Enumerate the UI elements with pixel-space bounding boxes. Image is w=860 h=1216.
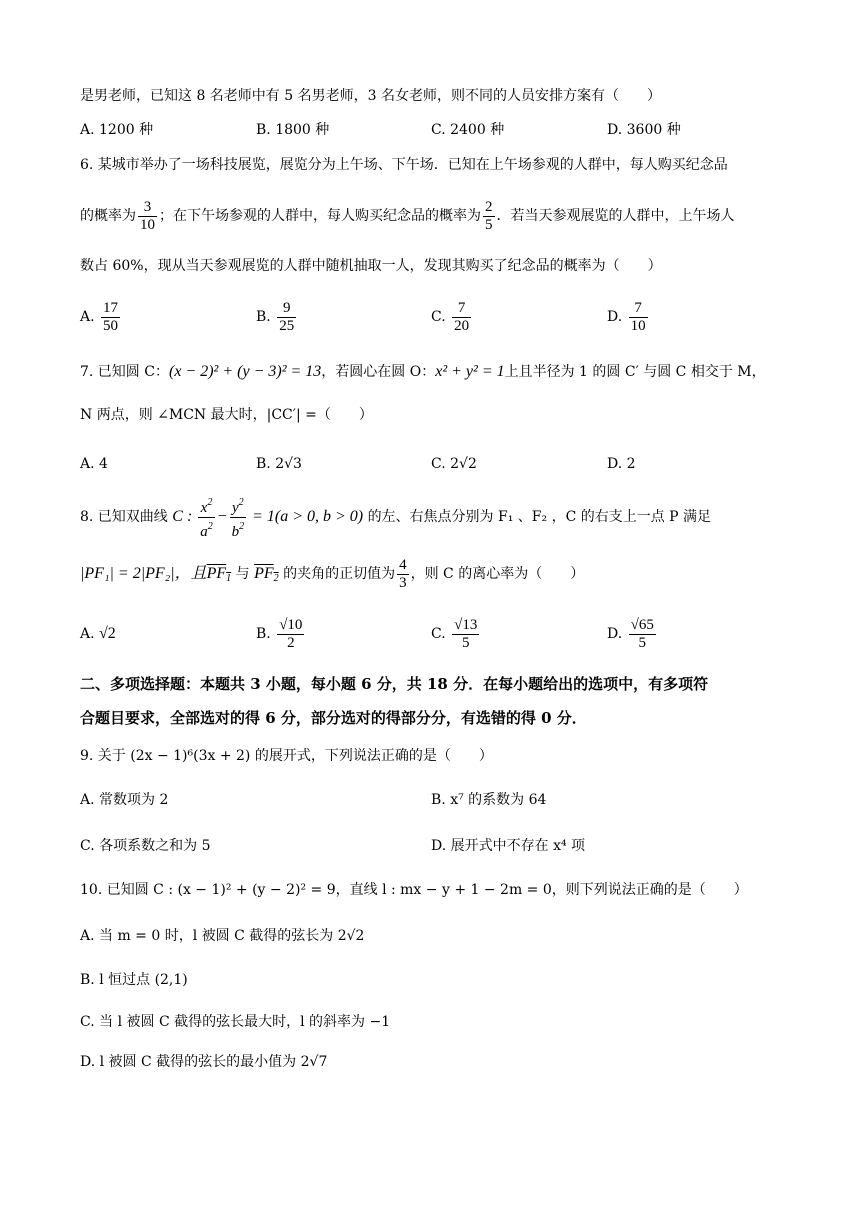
q9-option-b: B. x⁷ 的系数为 64 <box>431 792 547 808</box>
q6-line2-a: 的概率为 <box>80 208 136 224</box>
q10-option-d: D. l 被圆 C 截得的弦长的最小值为 2√7 <box>80 1054 328 1070</box>
q8-stem-line2: |PF₁| = 2|PF₂|，且$PF_1$ 与 $PF_2$ 的夹角的正切值为 $\frac{4}{3}$ ，则 C 的离心率为（ ） <box>80 556 585 591</box>
q8-hyperbola-eq: C : $\frac{x^2}{a^2}$ − $\frac{y^2}{b^2}$ = 1(a > 0, b > 0) <box>172 497 364 540</box>
q8-stem-line1: 8. 已知双曲线 C : $\frac{x^2}{a^2}$ − $\frac{y^2}{b^2}$ = 1(a > 0, b > 0) 的左、右焦点分别为 F₁ 、F₂ ，C 的右支上一点 P 满足 <box>80 497 712 540</box>
q10-option-b: B. l 恒过点 (2,1) <box>80 972 188 988</box>
q8-option-b: B. $\frac{√10}{2}$ <box>256 616 303 651</box>
q8-tan-value: $\frac{4}{3}$ <box>399 556 407 591</box>
q7-option-c: C. 2√2 <box>431 456 477 472</box>
q7-circle-c-eq: (x − 2)² + (y − 3)² = 13 <box>168 363 322 380</box>
q7-circle-o-eq: x² + y² = 1 <box>435 363 505 380</box>
q5-stem-tail: 是男老师，已知这 8 名老师中有 5 名男老师，3 名女老师，则不同的人员安排方案有（ ） <box>80 88 661 104</box>
q6-prob-morning: $\frac{3}{10}$ <box>140 198 155 233</box>
q7-option-d: D. 2 <box>607 456 636 472</box>
q7-stem-line2: N 两点，则 ∠MCN 最大时，|CC′| =（ ） <box>80 407 373 423</box>
q5-option-a: A. 1200 种 <box>80 122 154 138</box>
q5-option-d: D. 3600 种 <box>607 122 681 138</box>
q6-option-c: C. $\frac{7}{20}$ <box>431 299 470 334</box>
q6-option-b: B. $\frac{9}{25}$ <box>256 299 295 334</box>
q6-line2-c: ．若当天参观展览的人群中，上午场人 <box>496 208 735 224</box>
q6-option-d: D. $\frac{7}{10}$ <box>607 299 646 334</box>
q8-vector-pf2: $PF_2$ <box>254 565 279 584</box>
q7-option-a: A. 4 <box>80 456 108 472</box>
q10-option-a: A. 当 m = 0 时，l 被圆 C 截得的弦长为 2√2 <box>80 928 365 944</box>
section2-heading-line2: 合题目要求，全部选对的得 6 分，部分选对的得部分分，有选错的得 0 分． <box>80 709 587 727</box>
section2-heading-line1: 二、多项选择题：本题共 3 小题，每小题 6 分，共 18 分．在每小题给出的选项中，有多项符 <box>80 675 709 693</box>
q8-vector-pf1: $PF_1$ <box>206 565 232 584</box>
q6-stem-line1: 6. 某城市举办了一场科技展览，展览分为上午场、下午场．已知在上午场参观的人群中，每人购买纪念品 <box>80 157 728 173</box>
q5-option-b: B. 1800 种 <box>256 122 330 138</box>
q9-stem: 9. 关于 (2x − 1)⁶(3x + 2) 的展开式，下列说法正确的是（ ） <box>80 748 493 764</box>
q9-option-c: C. 各项系数之和为 5 <box>80 838 211 854</box>
q7-option-b: B. 2√3 <box>256 456 302 472</box>
q6-line2-b: ；在下午场参观的人群中，每人购买纪念品的概率为 <box>159 208 481 224</box>
q6-prob-afternoon: $\frac{2}{5}$ <box>485 198 493 233</box>
q7-stem-line1: 7. 已知圆 C：(x − 2)² + (y − 3)² = 13，若圆心在圆 O：x² + y² = 1上且半径为 1 的圆 C′ 与圆 C 相交于 M， <box>80 363 766 380</box>
q6-stem-line3: 数占 60%，现从当天参观展览的人群中随机抽取一人，发现其购买了纪念品的概率为（ ） <box>80 258 662 274</box>
q10-option-c: C. 当 l 被圆 C 截得的弦长最大时，l 的斜率为 −1 <box>80 1014 391 1030</box>
q6-stem-line2 <box>80 194 735 238</box>
q8-option-d: D. $\frac{√65}{5}$ <box>607 616 654 651</box>
q5-option-c: C. 2400 种 <box>431 122 505 138</box>
q8-option-c: C. $\frac{√13}{5}$ <box>431 616 478 651</box>
q9-option-d: D. 展开式中不存在 x⁴ 项 <box>431 838 586 854</box>
q9-option-a: A. 常数项为 2 <box>80 792 169 808</box>
q10-stem: 10. 已知圆 C : (x − 1)² + (y − 2)² = 9，直线 l : mx − y + 1 − 2m = 0，则下列说法正确的是（ ） <box>80 882 748 898</box>
q8-option-a: A. √2 <box>80 625 116 642</box>
q6-option-a: A. $\frac{17}{50}$ <box>80 299 119 334</box>
